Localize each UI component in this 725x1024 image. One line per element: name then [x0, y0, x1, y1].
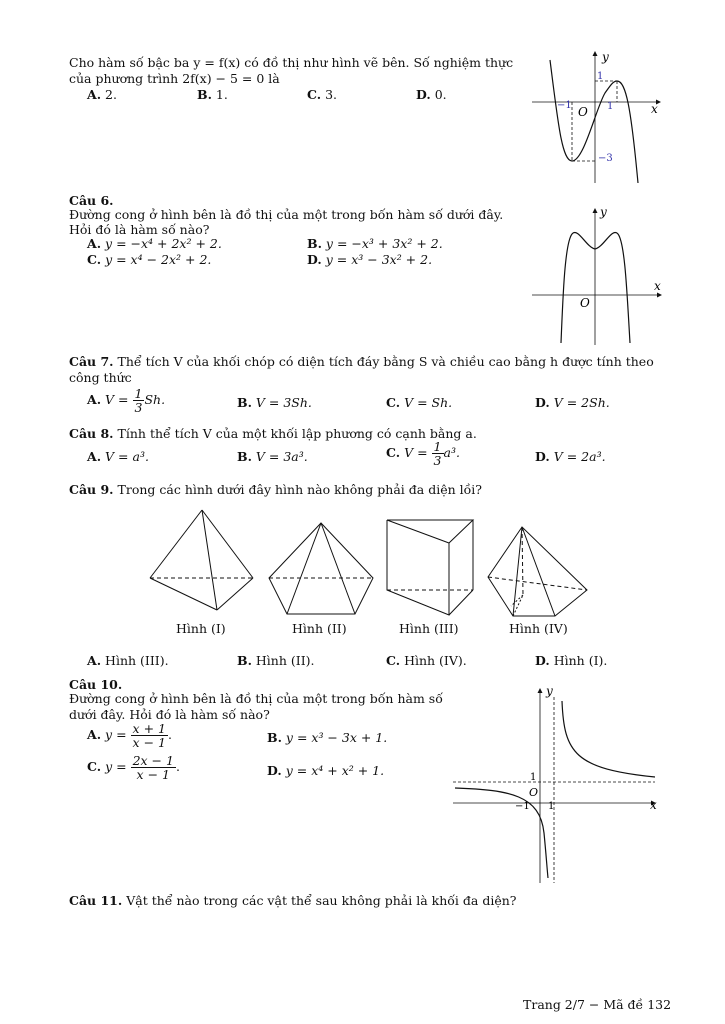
q6-quartic-graph	[530, 203, 665, 348]
q6-x-axis-label: x	[654, 279, 661, 293]
q8-option-d: D. V = 2a³.	[535, 449, 606, 464]
q6-option-c: C. y = x⁴ − 2x² + 2.	[87, 252, 212, 267]
q6-y-axis-label: y	[600, 205, 607, 219]
q5-option-c: C. 3.	[307, 87, 338, 102]
q10-origin-label: O	[529, 786, 539, 799]
q9-fig1-label: Hình (I)	[176, 621, 226, 636]
q10-tick-x1: 1	[548, 801, 555, 812]
q8-option-c: C. V = $\frac{1}{3}$ a³.	[386, 439, 460, 468]
q10-y-axis-label: y	[546, 684, 553, 698]
q9-fig3-label: Hình (III)	[399, 621, 459, 636]
q5-stem-line2: của phương trình 2f(x) − 5 = 0 là	[69, 71, 280, 86]
q6-option-b: B. y = −x³ + 3x² + 2.	[307, 236, 443, 251]
page-footer: Trang 2/7 − Mã đề 132	[523, 997, 672, 1012]
q9-figure-2	[263, 518, 378, 618]
q10-option-d: D. y = x⁴ + x² + 1.	[267, 763, 385, 778]
q10-stem-line1: Đường cong ở hình bên là đồ thị của một trong bốn hàm số	[69, 691, 443, 706]
q7-stem-line1: Câu 7. Thể tích V của khối chóp có diện tích đáy bằng S và chiều cao bằng h được tính theo	[69, 354, 654, 369]
q6-stem-line2: Hỏi đó là hàm số nào?	[69, 222, 210, 237]
q7-option-d: D. V = 2Sh.	[535, 395, 610, 410]
q10-x-axis-label: x	[650, 798, 657, 812]
q7-option-b: B. V = 3Sh.	[237, 395, 312, 410]
q5-option-b: B. 1.	[197, 87, 228, 102]
q10-title: Câu 10.	[69, 677, 123, 692]
q9-option-d: D. Hình (I).	[535, 653, 608, 668]
q8-option-b: B. V = 3a³.	[237, 449, 308, 464]
q9-option-c: C. Hình (IV).	[386, 653, 467, 668]
q6-origin-label: O	[580, 296, 590, 310]
q7-option-a: A. V = $\frac{1}{3}$ Sh.	[87, 386, 166, 415]
q7-option-c: C. V = Sh.	[386, 395, 453, 410]
q8-option-a: A. V = a³.	[87, 449, 149, 464]
q9-fig2-label: Hình (II)	[292, 621, 347, 636]
q5-tick-neg3: −3	[598, 153, 613, 164]
q9-figure-1	[145, 505, 260, 617]
q10-option-b: B. y = x³ − 3x + 1.	[267, 730, 388, 745]
q10-option-a: A. y = $\frac{x + 1}{x - 1}$ .	[87, 721, 172, 750]
q5-x-axis-label: x	[651, 102, 658, 116]
q9-option-a: A. Hình (III).	[87, 653, 169, 668]
q9-stem: Câu 9. Trong các hình dưới đây hình nào không phải đa diện lồi?	[69, 482, 482, 497]
q9-figure-3	[381, 515, 481, 617]
q9-option-b: B. Hình (II).	[237, 653, 315, 668]
q5-cubic-graph	[530, 48, 665, 188]
q5-tick-y1: 1	[597, 71, 604, 82]
q6-stem-line1: Đường cong ở hình bên là đồ thị của một trong bốn hàm số dưới đây.	[69, 207, 504, 222]
q6-option-a: A. y = −x⁴ + 2x² + 2.	[87, 236, 222, 251]
q5-stem-line1: Cho hàm số bậc ba y = f(x) có đồ thị như hình vẽ bên. Số nghiệm thực	[69, 55, 514, 70]
q8-stem: Câu 8. Tính thể tích V của một khối lập phương có cạnh bằng a.	[69, 426, 477, 441]
q9-fig4-label: Hình (IV)	[509, 621, 568, 636]
q7-stem-line2: công thức	[69, 370, 132, 385]
q10-tick-y1: 1	[530, 772, 537, 783]
q10-stem-line2: dưới đây. Hỏi đó là hàm số nào?	[69, 707, 270, 722]
q5-option-a: A. 2.	[87, 87, 117, 102]
q6-option-d: D. y = x³ − 3x² + 2.	[307, 252, 433, 267]
q5-tick-neg1: −1	[557, 100, 572, 111]
q6-title: Câu 6.	[69, 193, 114, 208]
q5-y-axis-label: y	[602, 50, 609, 64]
q10-option-c: C. y = $\frac{2x - 1}{x - 1}$ .	[87, 753, 180, 782]
q5-tick-x1: 1	[607, 101, 614, 112]
q10-tick-neg1: −1	[515, 801, 530, 812]
q11-stem: Câu 11. Vật thể nào trong các vật thể sau không phải là khối đa diện?	[69, 893, 517, 908]
q5-origin-label: O	[578, 105, 588, 119]
q5-option-d: D. 0.	[416, 87, 447, 102]
q9-figure-4	[483, 520, 593, 618]
q10-hyperbola-graph	[450, 683, 665, 888]
